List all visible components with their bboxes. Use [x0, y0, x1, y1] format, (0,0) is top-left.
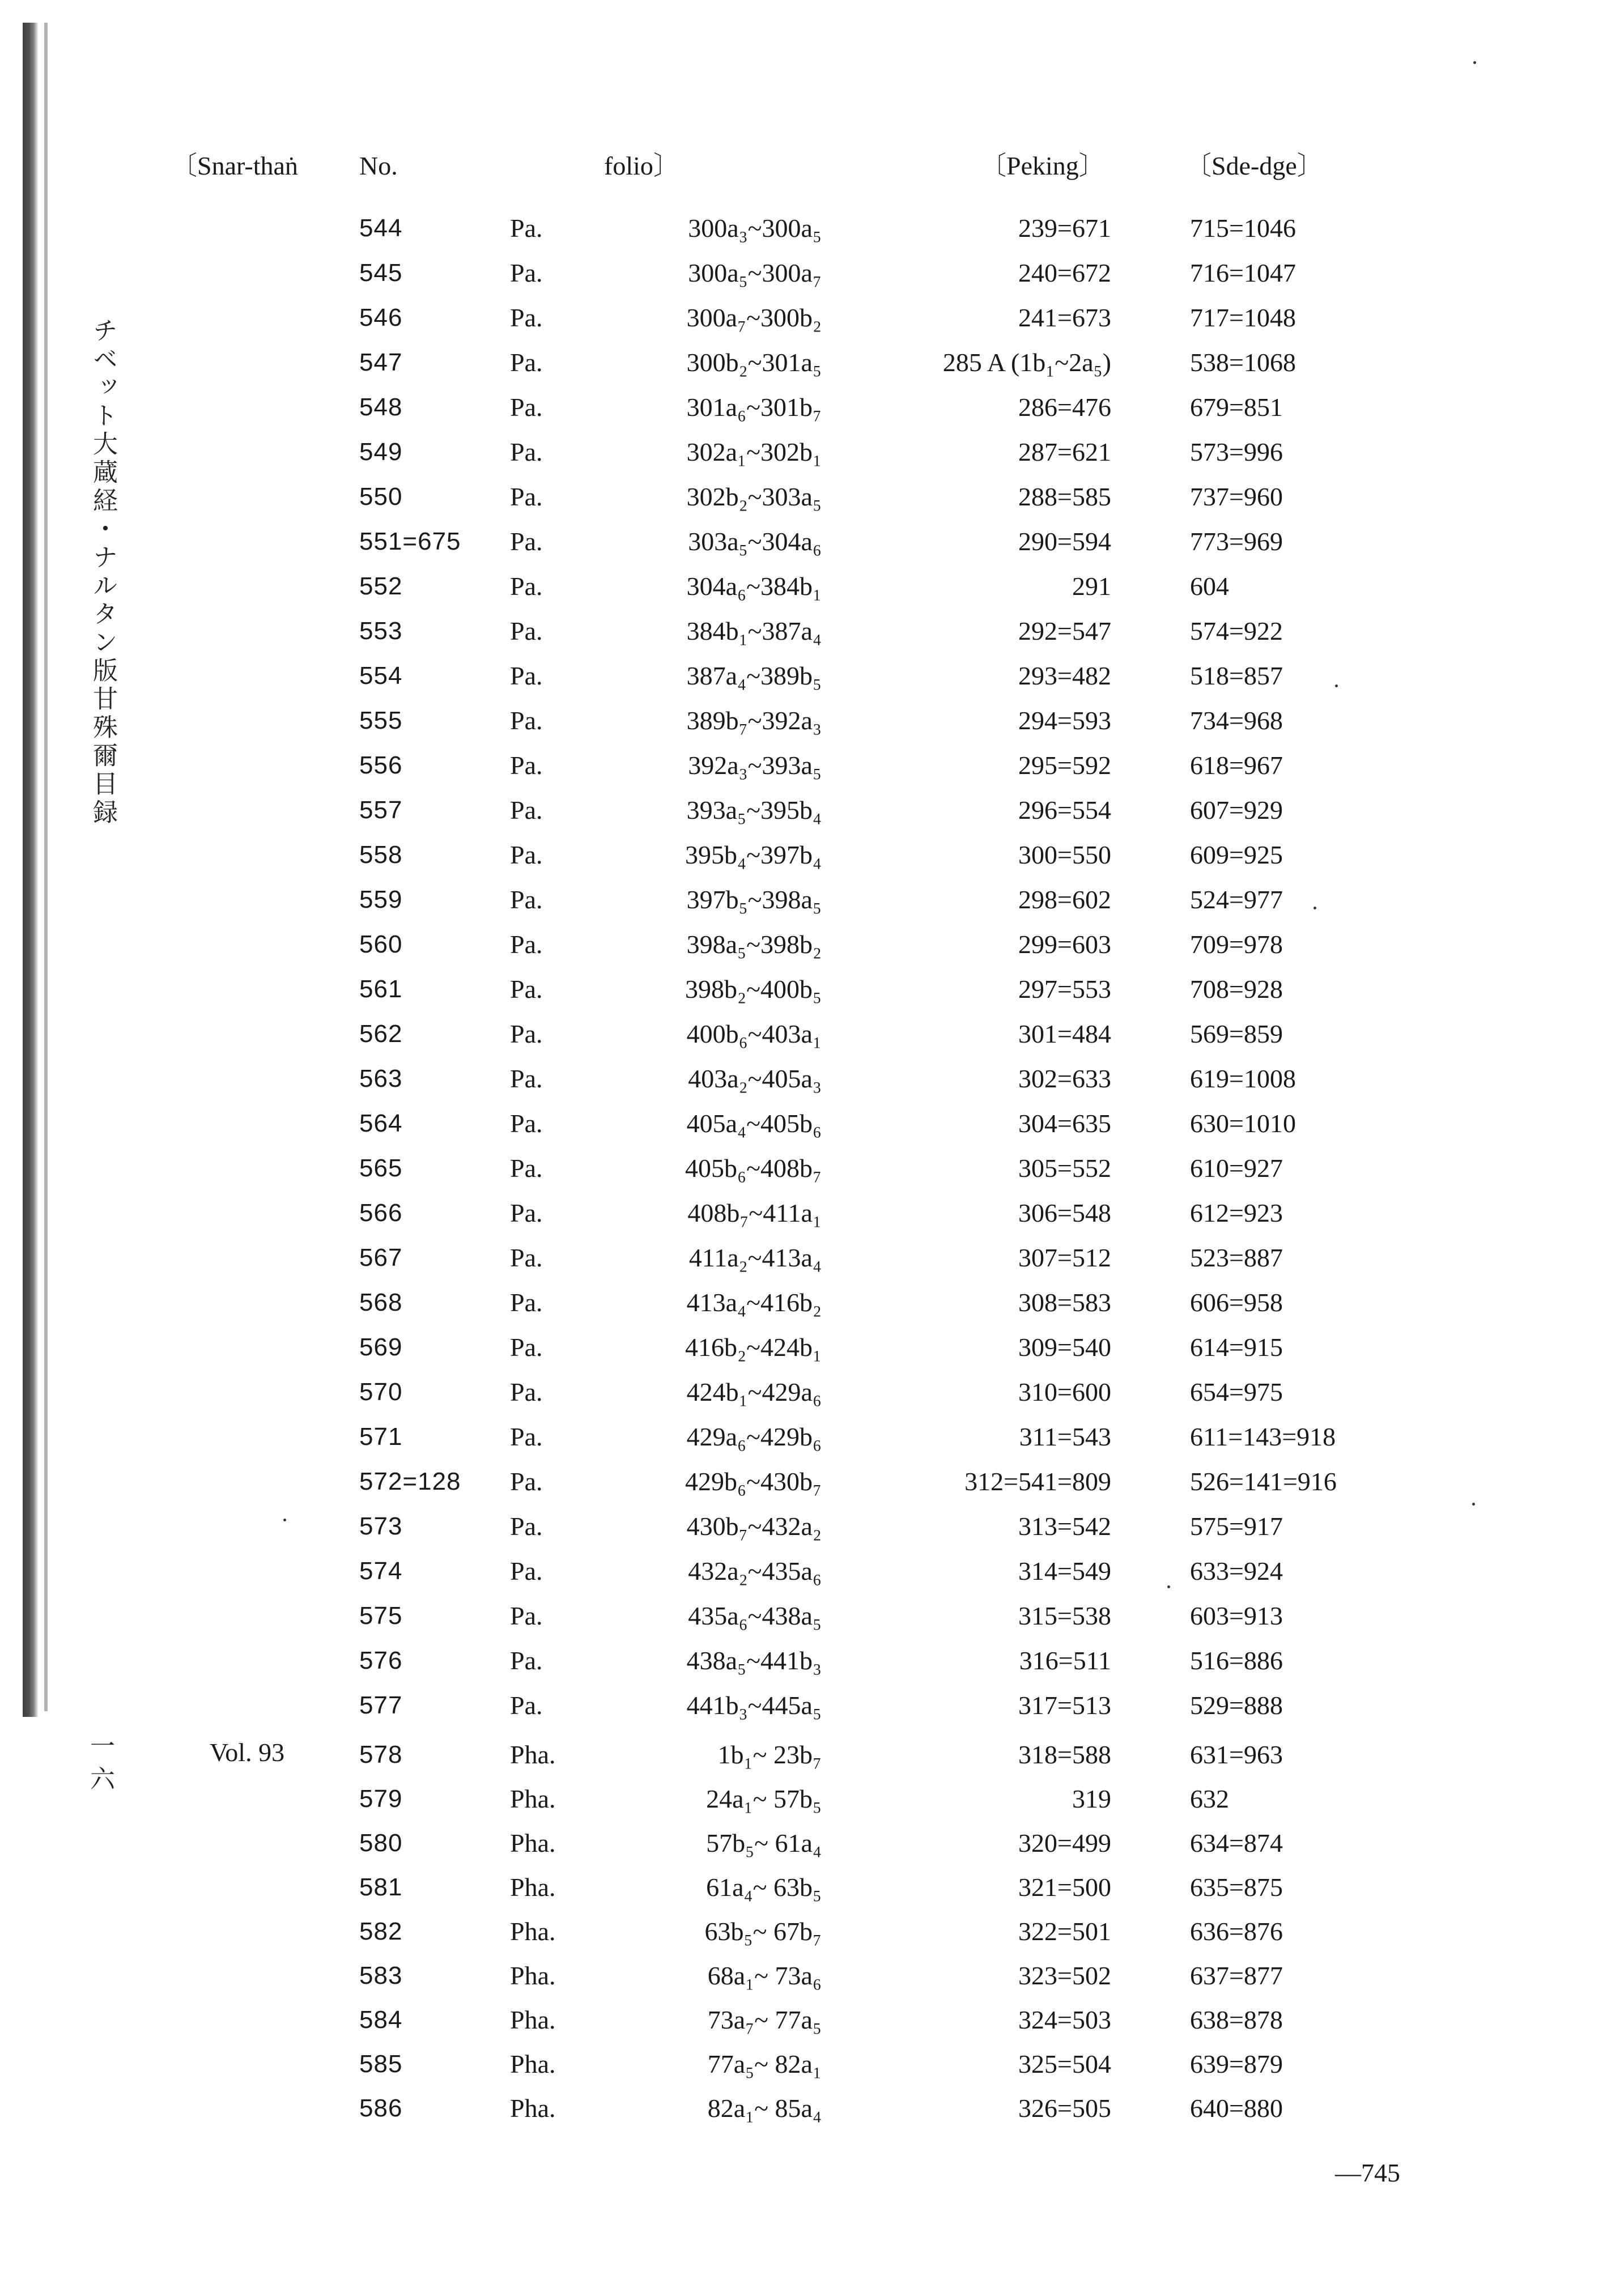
entry-number: 582 — [359, 1917, 403, 1945]
section-name: Pa. — [510, 437, 543, 466]
section-name: Pha. — [510, 2050, 556, 2078]
peking-ref: 305=552 — [1018, 1154, 1111, 1183]
peking-ref: 312=541=809 — [964, 1467, 1111, 1496]
folio-range: 429b₆~430b₇ — [685, 1467, 822, 1496]
table-row — [0, 1596, 1624, 1641]
entry-number: 561 — [359, 975, 403, 1003]
entry-number: 566 — [359, 1199, 403, 1227]
section-name: Pha. — [510, 2094, 556, 2123]
sde-dge-ref: 633=924 — [1190, 1557, 1283, 1585]
folio-range: 61a₄~ 63b₅ — [706, 1873, 822, 1902]
table-row — [0, 701, 1624, 746]
sde-dge-ref: 638=878 — [1190, 2005, 1283, 2034]
section-name: Pa. — [510, 1333, 543, 1362]
sde-dge-ref: 631=963 — [1190, 1740, 1283, 1769]
peking-ref: 315=538 — [1018, 1601, 1111, 1630]
folio-range: 57b₅~ 61a₄ — [706, 1829, 822, 1857]
section-name: Pa. — [510, 1019, 543, 1048]
table-row — [0, 925, 1624, 970]
running-title: チベット大蔵経・ナルタン版甘殊爾目録 — [88, 317, 117, 827]
entry-number: 573 — [359, 1512, 403, 1540]
sde-dge-ref: 709=978 — [1190, 930, 1283, 959]
entry-number: 578 — [359, 1741, 403, 1768]
section-name: Pa. — [510, 1557, 543, 1585]
peking-ref: 322=501 — [1018, 1917, 1111, 1946]
peking-ref: 293=482 — [1018, 661, 1111, 690]
section-name: Pa. — [510, 616, 543, 645]
entry-number: 555 — [359, 707, 403, 734]
peking-ref: 310=600 — [1018, 1377, 1111, 1406]
table-row — [0, 298, 1624, 343]
section-name: Pa. — [510, 303, 543, 332]
entry-number: 551=675 — [359, 528, 461, 555]
entry-number: 568 — [359, 1289, 403, 1316]
peking-ref: 241=673 — [1018, 303, 1111, 332]
table-row — [0, 1193, 1624, 1238]
sde-dge-ref: 526=141=916 — [1190, 1467, 1337, 1496]
table-row — [0, 388, 1624, 432]
folio-range: 392a₃~393a₅ — [688, 751, 822, 780]
section-name: Pa. — [510, 840, 543, 869]
sde-dge-ref: 523=887 — [1190, 1243, 1283, 1272]
folio-range: 300a₇~300b₂ — [686, 303, 822, 332]
folio-range: 430b₇~432a₂ — [686, 1512, 822, 1541]
folio-range: 304a₆~384b₁ — [686, 572, 822, 601]
entry-number: 558 — [359, 841, 403, 869]
sde-dge-ref: 734=968 — [1190, 706, 1283, 735]
entry-number: 575 — [359, 1602, 403, 1630]
entry-number: 562 — [359, 1020, 403, 1048]
entry-number: 557 — [359, 796, 403, 824]
sde-dge-ref: 612=923 — [1190, 1198, 1283, 1227]
sde-dge-ref: 518=857 — [1190, 661, 1283, 690]
peking-ref: 285 A (1b₁~2a₅) — [942, 348, 1111, 377]
section-name: Pha. — [510, 1784, 556, 1813]
entry-number: 550 — [359, 483, 403, 511]
kanji-page-number: 一六 — [86, 1733, 114, 1798]
section-name: Pa. — [510, 1422, 543, 1451]
table-row — [0, 1014, 1624, 1059]
sde-dge-ref: 639=879 — [1190, 2050, 1283, 2078]
folio-range: 405a₄~405b₆ — [686, 1109, 822, 1138]
folio-range: 73a₇~ 77a₅ — [707, 2005, 822, 2034]
peking-ref: 298=602 — [1018, 885, 1111, 914]
section-name: Pha. — [510, 2005, 556, 2034]
table-row — [0, 1823, 1624, 1868]
section-name: Pa. — [510, 1154, 543, 1183]
folio-range: 438a₅~441b₃ — [686, 1646, 822, 1675]
section-name: Pa. — [510, 214, 543, 243]
entry-number: 563 — [359, 1065, 403, 1092]
print-speck — [1473, 61, 1476, 64]
folio-range: 400b₆~403a₁ — [686, 1019, 822, 1048]
entry-number: 546 — [359, 304, 403, 331]
sde-dge-ref: 619=1008 — [1190, 1064, 1296, 1093]
table-row — [0, 880, 1624, 925]
table-row — [0, 253, 1624, 298]
entry-number: 572=128 — [359, 1468, 461, 1495]
entry-number: 547 — [359, 348, 403, 376]
entry-number: 576 — [359, 1647, 403, 1674]
peking-ref: 307=512 — [1018, 1243, 1111, 1272]
entry-number: 586 — [359, 2094, 403, 2122]
sde-dge-ref: 516=886 — [1190, 1646, 1283, 1675]
peking-ref: 317=513 — [1018, 1691, 1111, 1720]
entry-number: 584 — [359, 2006, 403, 2034]
section-name: Pa. — [510, 751, 543, 780]
sde-dge-ref: 529=888 — [1190, 1691, 1283, 1720]
section-name: Pa. — [510, 393, 543, 422]
section-name: Pa. — [510, 1512, 543, 1541]
entry-number: 560 — [359, 930, 403, 958]
entry-number: 548 — [359, 393, 403, 421]
table-row — [0, 2089, 1624, 2133]
header-peking: 〔Peking〕 — [980, 151, 1105, 180]
sde-dge-ref: 573=996 — [1190, 437, 1283, 466]
table-row — [0, 1417, 1624, 1462]
peking-ref: 325=504 — [1018, 2050, 1111, 2078]
section-name: Pha. — [510, 1917, 556, 1946]
folio-range: 413a₄~416b₂ — [686, 1288, 822, 1317]
folio-range: 384b₁~387a₄ — [686, 616, 822, 645]
entry-number: 565 — [359, 1154, 403, 1182]
folio-range: 24a₁~ 57b₅ — [706, 1784, 822, 1813]
peking-ref: 295=592 — [1018, 751, 1111, 780]
page-number: —745 — [1335, 2158, 1400, 2187]
sde-dge-ref: 569=859 — [1190, 1019, 1283, 1048]
sde-dge-ref: 654=975 — [1190, 1377, 1283, 1406]
entry-number: 570 — [359, 1378, 403, 1406]
folio-range: 300b₂~301a₅ — [686, 348, 822, 377]
table-row — [0, 1686, 1624, 1730]
peking-ref: 292=547 — [1018, 616, 1111, 645]
peking-ref: 304=635 — [1018, 1109, 1111, 1138]
folio-range: 82a₁~ 85a₄ — [707, 2094, 822, 2123]
peking-ref: 318=588 — [1018, 1740, 1111, 1769]
entry-number: 577 — [359, 1691, 403, 1719]
folio-range: 302b₂~303a₅ — [686, 482, 822, 511]
entry-number: 552 — [359, 572, 403, 600]
section-name: Pa. — [510, 1288, 543, 1317]
table-row — [0, 1372, 1624, 1417]
table-row — [0, 1328, 1624, 1372]
folio-range: 393a₅~395b₄ — [686, 796, 822, 824]
section-name: Pa. — [510, 796, 543, 824]
section-name: Pa. — [510, 572, 543, 601]
table-row — [0, 1956, 1624, 2000]
table-row — [0, 209, 1624, 253]
peking-ref: 306=548 — [1018, 1198, 1111, 1227]
peking-ref: 311=543 — [1019, 1422, 1111, 1451]
folio-range: 68a₁~ 73a₆ — [707, 1961, 822, 1990]
table-row — [0, 656, 1624, 701]
table-row — [0, 1912, 1624, 1956]
table-row — [0, 1507, 1624, 1551]
folio-range: 441b₃~445a₅ — [686, 1691, 822, 1720]
folio-range: 301a₆~301b₇ — [686, 393, 822, 422]
section-name: Pa. — [510, 258, 543, 287]
folio-range: 300a₅~300a₇ — [688, 258, 822, 287]
sde-dge-ref: 611=143=918 — [1190, 1422, 1336, 1451]
entry-number: 556 — [359, 751, 403, 779]
sde-dge-ref: 716=1047 — [1190, 258, 1296, 287]
folio-range: 403a₂~405a₃ — [688, 1064, 822, 1093]
table-row — [0, 1735, 1624, 1779]
folio-range: 303a₅~304a₆ — [688, 527, 822, 556]
peking-ref: 313=542 — [1018, 1512, 1111, 1541]
peking-ref: 302=633 — [1018, 1064, 1111, 1093]
sde-dge-ref: 634=874 — [1190, 1829, 1283, 1857]
folio-range: 398a₅~398b₂ — [686, 930, 822, 959]
section-name: Pha. — [510, 1740, 556, 1769]
folio-range: 405b₆~408b₇ — [685, 1154, 822, 1183]
entry-number: 549 — [359, 438, 403, 466]
section-name: Pa. — [510, 1691, 543, 1720]
table-row — [0, 1462, 1624, 1507]
catalog-table — [0, 209, 1624, 2133]
entry-number: 544 — [359, 214, 403, 242]
section-name: Pha. — [510, 1829, 556, 1857]
sde-dge-ref: 635=875 — [1190, 1873, 1283, 1902]
section-name: Pa. — [510, 1243, 543, 1272]
sde-dge-ref: 606=958 — [1190, 1288, 1283, 1317]
entry-number: 580 — [359, 1829, 403, 1857]
header-no: No. — [359, 151, 398, 180]
print-speck — [1472, 1503, 1475, 1506]
entry-number: 581 — [359, 1873, 403, 1901]
sde-dge-ref: 708=928 — [1190, 975, 1283, 1004]
sde-dge-ref: 607=929 — [1190, 796, 1283, 824]
entry-number: 579 — [359, 1785, 403, 1813]
table-row — [0, 477, 1624, 522]
peking-ref: 239=671 — [1018, 214, 1111, 243]
table-row — [0, 1551, 1624, 1596]
table-row — [0, 2044, 1624, 2089]
folio-range: 429a₆~429b₆ — [686, 1422, 822, 1451]
entry-number: 571 — [359, 1423, 403, 1451]
peking-ref: 326=505 — [1018, 2094, 1111, 2123]
sde-dge-ref: 524=977 — [1190, 885, 1283, 914]
folio-range: 424b₁~429a₆ — [686, 1377, 822, 1406]
entry-number: 545 — [359, 259, 403, 287]
sde-dge-ref: 715=1046 — [1190, 214, 1296, 243]
sde-dge-ref: 538=1068 — [1190, 348, 1296, 377]
folio-range: 397b₅~398a₅ — [686, 885, 822, 914]
entry-number: 569 — [359, 1333, 403, 1361]
peking-ref: 316=511 — [1019, 1646, 1111, 1675]
folio-range: 1b₁~ 23b₇ — [717, 1740, 822, 1769]
sde-dge-ref: 717=1048 — [1190, 303, 1296, 332]
folio-range: 416b₂~424b₁ — [685, 1333, 822, 1362]
entry-number: 564 — [359, 1109, 403, 1137]
sde-dge-ref: 604 — [1190, 572, 1229, 601]
sde-dge-ref: 636=876 — [1190, 1917, 1283, 1946]
peking-ref: 294=593 — [1018, 706, 1111, 735]
folio-range: 408b₇~411a₁ — [687, 1198, 822, 1227]
print-speck — [283, 1519, 286, 1521]
section-name: Pa. — [510, 1467, 543, 1496]
print-speck — [1313, 907, 1316, 909]
sde-dge-ref: 640=880 — [1190, 2094, 1283, 2123]
sde-dge-ref: 610=927 — [1190, 1154, 1283, 1183]
section-name: Pa. — [510, 930, 543, 959]
folio-range: 300a₃~300a₅ — [688, 214, 822, 243]
section-name: Pa. — [510, 661, 543, 690]
peking-ref: 288=585 — [1018, 482, 1111, 511]
table-row — [0, 343, 1624, 388]
table-row — [0, 1283, 1624, 1328]
sde-dge-ref: 614=915 — [1190, 1333, 1283, 1362]
folio-range: 77a₅~ 82a₁ — [707, 2050, 822, 2078]
table-row — [0, 567, 1624, 611]
peking-ref: 324=503 — [1018, 2005, 1111, 2034]
peking-ref: 291 — [1072, 572, 1111, 601]
folio-range: 435a₆~438a₅ — [688, 1601, 822, 1630]
peking-ref: 319 — [1072, 1784, 1111, 1813]
sde-dge-ref: 737=960 — [1190, 482, 1283, 511]
peking-ref: 320=499 — [1018, 1829, 1111, 1857]
entry-number: 554 — [359, 662, 403, 690]
peking-ref: 297=553 — [1018, 975, 1111, 1004]
folio-range: 432a₂~435a₆ — [688, 1557, 822, 1585]
table-row — [0, 746, 1624, 790]
sde-dge-ref: 574=922 — [1190, 616, 1283, 645]
section-name: Pa. — [510, 1064, 543, 1093]
section-name: Pa. — [510, 482, 543, 511]
folio-range: 395b₄~397b₄ — [685, 840, 822, 869]
table-row — [0, 1238, 1624, 1283]
folio-range: 411a₂~413a₄ — [688, 1243, 822, 1272]
section-name: Pa. — [510, 348, 543, 377]
sde-dge-ref: 575=917 — [1190, 1512, 1283, 1541]
peking-ref: 308=583 — [1018, 1288, 1111, 1317]
section-name: Pa. — [510, 975, 543, 1004]
peking-ref: 300=550 — [1018, 840, 1111, 869]
peking-ref: 309=540 — [1018, 1333, 1111, 1362]
entry-number: 567 — [359, 1244, 403, 1272]
peking-ref: 290=594 — [1018, 527, 1111, 556]
sde-dge-ref: 609=925 — [1190, 840, 1283, 869]
peking-ref: 296=554 — [1018, 796, 1111, 824]
header-snar-than: 〔Snar-thaṅ — [171, 151, 298, 180]
sde-dge-ref: 679=851 — [1190, 393, 1283, 422]
sde-dge-ref: 637=877 — [1190, 1961, 1283, 1990]
peking-ref: 314=549 — [1018, 1557, 1111, 1585]
header-folio: folio〕 — [604, 151, 679, 180]
peking-ref: 323=502 — [1018, 1961, 1111, 1990]
folio-range: 302a₁~302b₁ — [686, 437, 822, 466]
table-row — [0, 1104, 1624, 1149]
section-name: Pha. — [510, 1961, 556, 1990]
table-row — [0, 835, 1624, 880]
table-row — [0, 1059, 1624, 1104]
folio-range: 398b₂~400b₅ — [685, 975, 822, 1004]
folio-range: 389b₇~392a₃ — [686, 706, 822, 735]
peking-ref: 287=621 — [1018, 437, 1111, 466]
entry-number: 559 — [359, 886, 403, 913]
section-name: Pa. — [510, 1198, 543, 1227]
entry-number: 553 — [359, 617, 403, 645]
sde-dge-ref: 632 — [1190, 1784, 1229, 1813]
section-name: Pa. — [510, 706, 543, 735]
peking-ref: 240=672 — [1018, 258, 1111, 287]
section-name: Pa. — [510, 1109, 543, 1138]
volume-label: Vol. 93 — [210, 1738, 285, 1767]
folio-range: 63b₅~ 67b₇ — [704, 1917, 822, 1946]
entry-number: 574 — [359, 1557, 403, 1585]
table-row — [0, 1149, 1624, 1193]
peking-ref: 321=500 — [1018, 1873, 1111, 1902]
peking-ref: 299=603 — [1018, 930, 1111, 959]
section-name: Pa. — [510, 527, 543, 556]
table-row — [0, 611, 1624, 656]
print-speck — [1335, 684, 1338, 687]
table-row — [0, 1641, 1624, 1686]
entry-number: 583 — [359, 1962, 403, 1989]
sde-dge-ref: 773=969 — [1190, 527, 1283, 556]
print-speck — [1167, 1585, 1170, 1588]
table-row — [0, 522, 1624, 567]
header-sde-dge: 〔Sde-dge〕 — [1185, 151, 1323, 180]
table-row — [0, 2000, 1624, 2044]
section-name: Pa. — [510, 1377, 543, 1406]
table-row — [0, 1868, 1624, 1912]
peking-ref: 286=476 — [1018, 393, 1111, 422]
section-name: Pha. — [510, 1873, 556, 1902]
sde-dge-ref: 630=1010 — [1190, 1109, 1296, 1138]
section-name: Pa. — [510, 1601, 543, 1630]
section-name: Pa. — [510, 885, 543, 914]
table-row — [0, 1779, 1624, 1823]
table-row — [0, 432, 1624, 477]
table-row — [0, 970, 1624, 1014]
folio-range: 387a₄~389b₅ — [686, 661, 822, 690]
sde-dge-ref: 603=913 — [1190, 1601, 1283, 1630]
section-name: Pa. — [510, 1646, 543, 1675]
table-row — [0, 790, 1624, 835]
sde-dge-ref: 618=967 — [1190, 751, 1283, 780]
peking-ref: 301=484 — [1018, 1019, 1111, 1048]
entry-number: 585 — [359, 2050, 403, 2078]
